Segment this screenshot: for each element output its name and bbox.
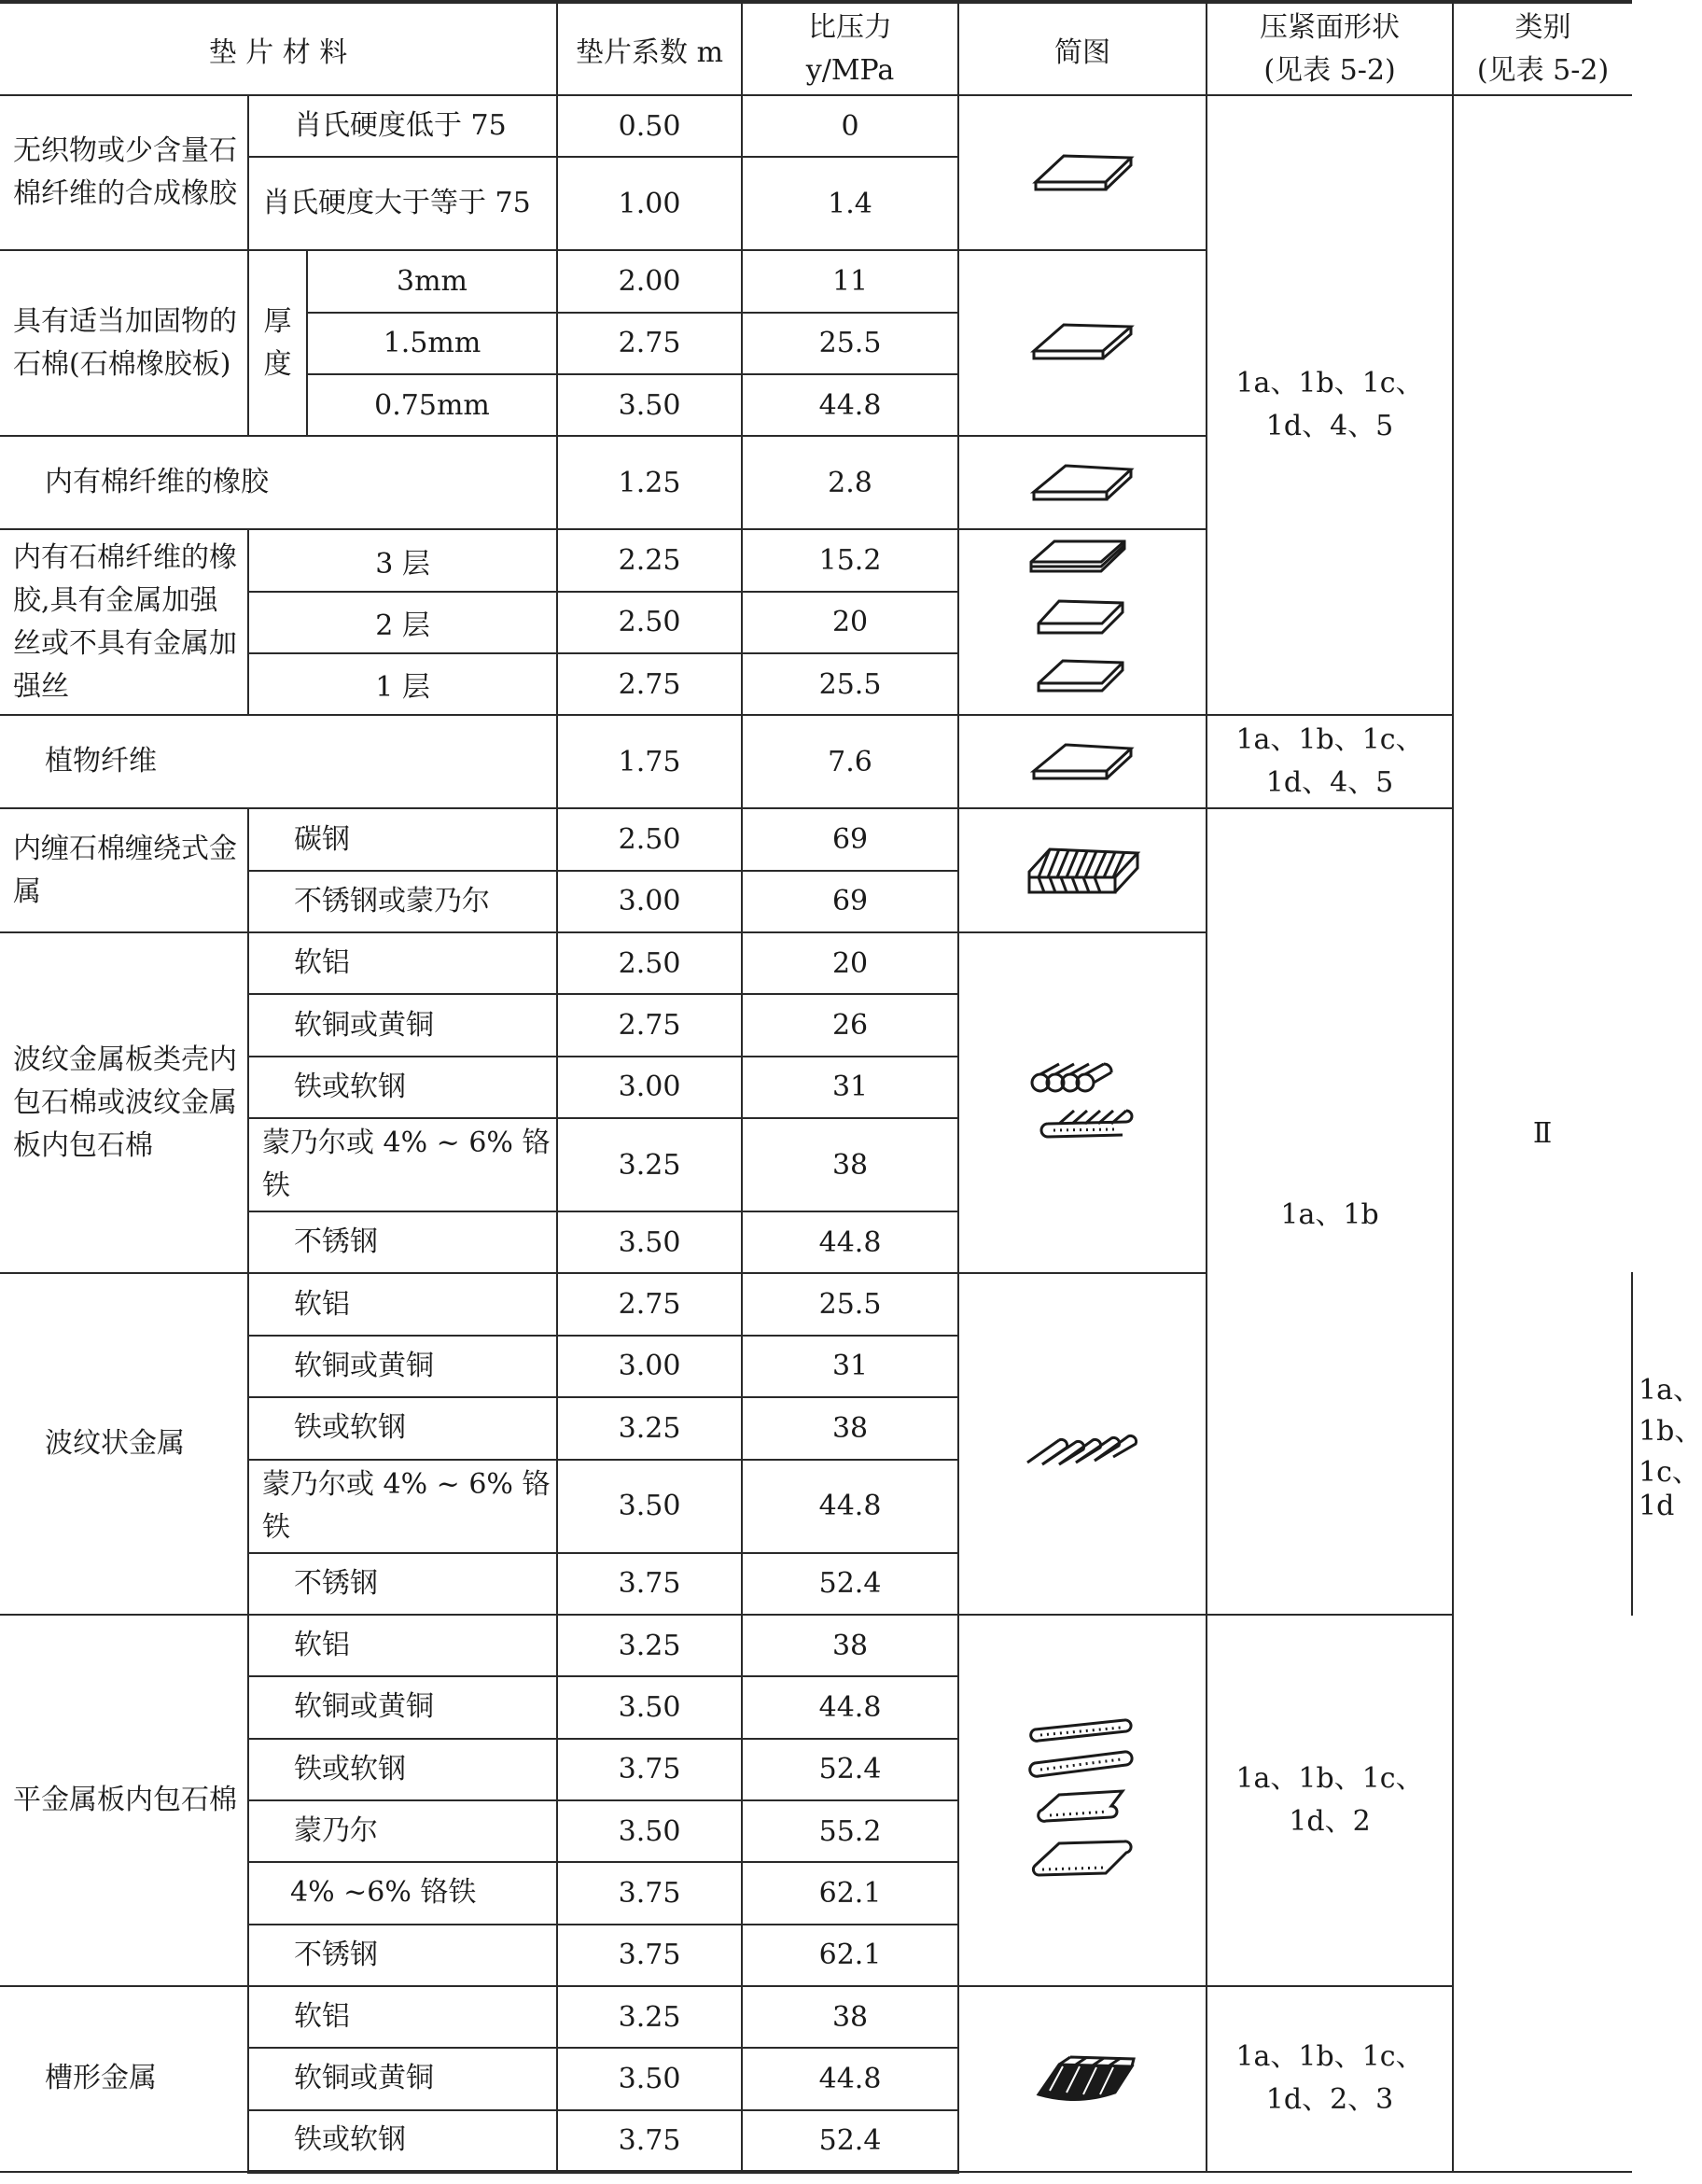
table-row xyxy=(0,95,1632,157)
sub-material: 软铝 xyxy=(248,1273,557,1335)
m-value: 3.50 xyxy=(557,374,742,436)
sketch-flat-sheet-icon xyxy=(958,715,1207,808)
y-value: 52.4 xyxy=(742,2110,958,2172)
y-value: 44.8 xyxy=(742,1211,958,1273)
y-value: 62.1 xyxy=(742,1862,958,1924)
y-value: 62.1 xyxy=(742,1925,958,1986)
m-value: 3.75 xyxy=(557,2110,742,2172)
sketch-flat-sheet-icon xyxy=(958,436,1207,529)
sub-material: 蒙乃尔或 4% ~ 6% 铬铁 xyxy=(248,1460,557,1553)
sub-material: 0.75mm xyxy=(307,374,557,436)
m-value: 2.00 xyxy=(557,250,742,312)
sub-material: 1.5mm xyxy=(307,313,557,374)
group-label: 具有适当加固物的石棉(石棉橡胶板) xyxy=(0,250,248,436)
m-value: 3.75 xyxy=(557,1553,742,1615)
y-value: 25.5 xyxy=(742,653,958,715)
header-row xyxy=(0,2,1632,95)
group-label: 平金属板内包石棉 xyxy=(0,1615,248,1986)
group-label: 内有石棉纤维的橡胶,具有金属加强丝或不具有金属加强丝 xyxy=(0,529,248,715)
table-row xyxy=(0,1986,1632,2048)
y-value: 25.5 xyxy=(742,1273,958,1335)
sub-material: 铁或软钢 xyxy=(248,2110,557,2172)
group-label: 波纹金属板类壳内包石棉或波纹金属板内包石棉 xyxy=(0,932,248,1273)
header-category: 类别 (见表 5-2) xyxy=(1453,2,1632,95)
sub-material: 1 层 xyxy=(248,653,557,715)
m-value: 3.50 xyxy=(557,2048,742,2109)
y-value: 2.8 xyxy=(742,436,958,529)
sub-material: 3mm xyxy=(307,250,557,312)
header-sketch: 简图 xyxy=(958,2,1207,95)
y-value: 44.8 xyxy=(742,1460,958,1553)
m-value: 1.25 xyxy=(557,436,742,529)
y-value: 38 xyxy=(742,1397,958,1459)
m-value: 3.25 xyxy=(557,1397,742,1459)
header-face: 压紧面形状 (见表 5-2) xyxy=(1207,2,1453,95)
sub-material: 软铜或黄铜 xyxy=(248,1676,557,1738)
y-value: 55.2 xyxy=(742,1800,958,1862)
category-value: Ⅱ xyxy=(1453,95,1632,2172)
m-value: 3.75 xyxy=(557,1862,742,1924)
group-label: 内缠石棉缠绕式金属 xyxy=(0,808,248,932)
sub-material: 铁或软钢 xyxy=(248,1397,557,1459)
y-value: 52.4 xyxy=(742,1553,958,1615)
y-value: 20 xyxy=(742,592,958,653)
sub-material: 2 层 xyxy=(248,592,557,653)
sketch-flat-sheet-icon xyxy=(958,250,1207,436)
face-shape: 1a、1b、1c、1d、2、3 xyxy=(1207,1986,1453,2172)
table-row xyxy=(0,715,1632,808)
sub-material: 蒙乃尔 xyxy=(248,1800,557,1862)
m-value: 3.00 xyxy=(557,1336,742,1397)
y-value: 0 xyxy=(742,95,958,157)
sub-material: 肖氏硬度低于 75 xyxy=(248,95,557,157)
y-value: 38 xyxy=(742,1986,958,2048)
face-shape: 1a、1b、1c、1d、4、5 xyxy=(1207,715,1453,808)
sub-material: 软铜或黄铜 xyxy=(248,2048,557,2109)
y-value: 44.8 xyxy=(742,1676,958,1738)
y-value: 69 xyxy=(742,808,958,870)
sub-material: 蒙乃尔或 4% ~ 6% 铬铁 xyxy=(248,1118,557,1211)
sub-material: 软铝 xyxy=(248,1615,557,1676)
y-value: 69 xyxy=(742,871,958,932)
header-material: 垫 片 材 料 xyxy=(0,2,557,95)
sub-material: 铁或软钢 xyxy=(248,1057,557,1118)
m-value: 2.50 xyxy=(557,808,742,870)
m-value: 2.75 xyxy=(557,1273,742,1335)
group-label: 植物纤维 xyxy=(0,715,557,808)
sketch-flat-jacketed-icon xyxy=(958,1615,1207,1986)
y-value: 44.8 xyxy=(742,2048,958,2109)
thickness-label: 厚度 xyxy=(248,250,307,436)
sub-material: 铁或软钢 xyxy=(248,1739,557,1800)
sub-material: 碳钢 xyxy=(248,808,557,870)
m-value: 2.25 xyxy=(557,529,742,591)
y-value: 20 xyxy=(742,932,958,994)
m-value: 3.50 xyxy=(557,1800,742,1862)
y-value: 44.8 xyxy=(742,374,958,436)
sub-material: 4% ~6% 铬铁 xyxy=(248,1862,557,1924)
m-value: 2.75 xyxy=(557,994,742,1056)
group-label: 无织物或少含量石棉纤维的合成橡胶 xyxy=(0,95,248,250)
m-value: 2.75 xyxy=(557,313,742,374)
m-value: 3.75 xyxy=(557,1739,742,1800)
m-value: 0.50 xyxy=(557,95,742,157)
y-value: 26 xyxy=(742,994,958,1056)
group-label: 槽形金属 xyxy=(0,1986,248,2172)
sketch-corrugated-metal-icon xyxy=(958,1273,1207,1614)
header-y: 比压力 y/MPa xyxy=(742,2,958,95)
y-value: 25.5 xyxy=(742,313,958,374)
sub-material: 不锈钢或蒙乃尔 xyxy=(248,871,557,932)
y-value: 11 xyxy=(742,250,958,312)
face-shape: 1a、1b xyxy=(1207,808,1453,1614)
m-value: 3.00 xyxy=(557,1057,742,1118)
sub-material: 软铜或黄铜 xyxy=(248,1336,557,1397)
y-value: 7.6 xyxy=(742,715,958,808)
y-value: 1.4 xyxy=(742,157,958,250)
y-value: 31 xyxy=(742,1336,958,1397)
sub-material: 不锈钢 xyxy=(248,1553,557,1615)
y-value: 38 xyxy=(742,1118,958,1211)
table-row xyxy=(0,808,1632,870)
face-shape: 1a、1b、1c、1d、4、5 xyxy=(1207,95,1453,715)
sketch-stacked-layers-icon xyxy=(958,529,1207,715)
m-value: 3.75 xyxy=(557,1925,742,1986)
sketch-grooved-metal-icon xyxy=(958,1986,1207,2172)
m-value: 3.50 xyxy=(557,1460,742,1553)
sketch-spiral-wound-icon xyxy=(958,808,1207,932)
sub-material: 3 层 xyxy=(248,529,557,591)
sketch-flat-sheet-icon xyxy=(958,95,1207,250)
y-value: 15.2 xyxy=(742,529,958,591)
sub-material: 不锈钢 xyxy=(248,1211,557,1273)
m-value: 2.75 xyxy=(557,653,742,715)
m-value: 3.25 xyxy=(557,1118,742,1211)
table-row: 波纹状金属 软铝 2.75 25.5 1a、1b、1c、1d xyxy=(0,1273,1632,1335)
sub-material: 软铜或黄铜 xyxy=(248,994,557,1056)
m-value: 1.75 xyxy=(557,715,742,808)
y-value: 52.4 xyxy=(742,1739,958,1800)
m-value: 3.00 xyxy=(557,871,742,932)
sub-material: 软铝 xyxy=(248,932,557,994)
sketch-corrugated-jacketed-icon xyxy=(958,932,1207,1273)
table-row xyxy=(0,1615,1632,1676)
sub-material: 不锈钢 xyxy=(248,1925,557,1986)
m-value: 3.50 xyxy=(557,1676,742,1738)
face-shape: 1a、1b、1c、1d、2 xyxy=(1207,1615,1453,1986)
m-value: 3.25 xyxy=(557,1615,742,1676)
header-m: 垫片系数 m xyxy=(557,2,742,95)
y-value: 31 xyxy=(742,1057,958,1118)
sub-material: 软铝 xyxy=(248,1986,557,2048)
m-value: 3.50 xyxy=(557,1211,742,1273)
sub-material: 肖氏硬度大于等于 75 xyxy=(248,157,557,250)
m-value: 2.50 xyxy=(557,592,742,653)
y-value: 38 xyxy=(742,1615,958,1676)
group-label: 波纹状金属 xyxy=(0,1273,248,1614)
m-value: 3.25 xyxy=(557,1986,742,2048)
m-value: 2.50 xyxy=(557,932,742,994)
m-value: 1.00 xyxy=(557,157,742,250)
group-label: 内有棉纤维的橡胶 xyxy=(0,436,557,529)
